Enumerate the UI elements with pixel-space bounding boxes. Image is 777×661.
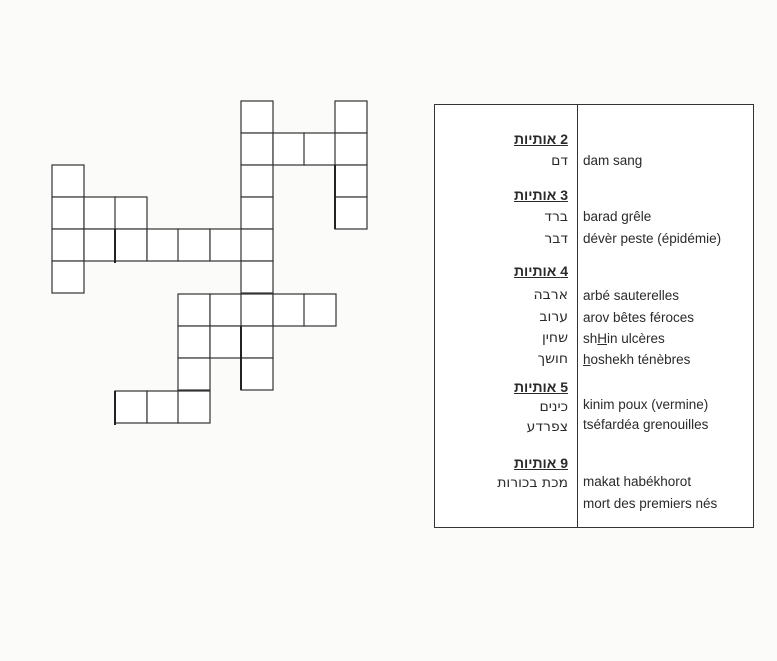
crossword-cell[interactable] bbox=[178, 229, 210, 261]
hebrew-word: דם bbox=[551, 153, 568, 169]
french-translation: shHin ulcères bbox=[583, 331, 665, 346]
crossword-cell[interactable] bbox=[241, 261, 273, 293]
crossword-cell[interactable] bbox=[241, 197, 273, 229]
crossword-cell[interactable] bbox=[241, 133, 273, 165]
crossword-cell[interactable] bbox=[273, 133, 305, 165]
crossword-cell[interactable] bbox=[178, 391, 210, 423]
crossword-cell[interactable] bbox=[304, 294, 336, 326]
hebrew-word: חושך bbox=[537, 351, 568, 367]
crossword-cell[interactable] bbox=[84, 197, 116, 229]
header-5-letters: 5 אותיות bbox=[513, 379, 568, 395]
word-list-table bbox=[434, 104, 754, 528]
hebrew-word: דבר bbox=[544, 231, 568, 247]
crossword-cell[interactable] bbox=[241, 358, 273, 390]
header-9-letters: 9 אותיות bbox=[513, 455, 568, 471]
crossword-cell[interactable] bbox=[178, 294, 210, 326]
hebrew-word: כינים bbox=[539, 399, 568, 415]
crossword-cell[interactable] bbox=[335, 133, 367, 165]
table-divider bbox=[577, 105, 578, 527]
crossword-cell[interactable] bbox=[210, 326, 242, 358]
french-translation: arbé sauterelles bbox=[583, 288, 680, 303]
hebrew-word: שחין bbox=[541, 330, 568, 346]
crossword-cell[interactable] bbox=[115, 197, 147, 229]
crossword-cell[interactable] bbox=[52, 229, 84, 261]
french-translation: dam sang bbox=[583, 153, 643, 168]
crossword-cell[interactable] bbox=[335, 101, 367, 133]
hebrew-word: מכת בכורות bbox=[497, 475, 568, 491]
crossword-cell[interactable] bbox=[52, 261, 84, 293]
french-translation: kinim poux (vermine) bbox=[583, 397, 709, 412]
crossword-cell[interactable] bbox=[178, 326, 210, 358]
crossword-cell[interactable] bbox=[210, 294, 242, 326]
hebrew-word: צפרדע bbox=[526, 419, 568, 435]
crossword-cell[interactable] bbox=[52, 197, 84, 229]
hebrew-word: ערוב bbox=[539, 309, 568, 325]
crossword-cell[interactable] bbox=[52, 165, 84, 197]
crossword-cell[interactable] bbox=[84, 229, 116, 261]
french-translation: hoshekh ténèbres bbox=[583, 352, 691, 367]
crossword-cell[interactable] bbox=[304, 133, 336, 165]
crossword-cell[interactable] bbox=[335, 197, 367, 229]
french-translation: mort des premiers nés bbox=[583, 496, 718, 511]
crossword-cell[interactable] bbox=[147, 229, 179, 261]
crossword-cell[interactable] bbox=[210, 229, 242, 261]
header-2-letters: 2 אותיות bbox=[513, 131, 568, 147]
french-translation: makat habékhorot bbox=[583, 474, 692, 489]
crossword-cell[interactable] bbox=[273, 294, 305, 326]
hebrew-word: ארבה bbox=[533, 287, 568, 303]
crossword-cell[interactable] bbox=[335, 165, 367, 197]
crossword-cell[interactable] bbox=[115, 391, 147, 423]
crossword-cell[interactable] bbox=[241, 101, 273, 133]
crossword-cell[interactable] bbox=[241, 326, 273, 358]
header-4-letters: 4 אותיות bbox=[513, 263, 568, 279]
french-translation: tséfardéa grenouilles bbox=[583, 417, 709, 432]
french-translation: barad grêle bbox=[583, 209, 652, 224]
crossword-cell[interactable] bbox=[241, 229, 273, 261]
french-translation: dévèr peste (épidémie) bbox=[583, 231, 722, 246]
crossword-cell[interactable] bbox=[178, 358, 210, 390]
header-3-letters: 3 אותיות bbox=[513, 187, 568, 203]
crossword-cell[interactable] bbox=[241, 294, 273, 326]
hebrew-word: ברד bbox=[544, 209, 568, 225]
french-translation: arov bêtes féroces bbox=[583, 310, 695, 325]
crossword-cell[interactable] bbox=[147, 391, 179, 423]
crossword-cell[interactable] bbox=[241, 165, 273, 197]
crossword-cell[interactable] bbox=[115, 229, 147, 261]
